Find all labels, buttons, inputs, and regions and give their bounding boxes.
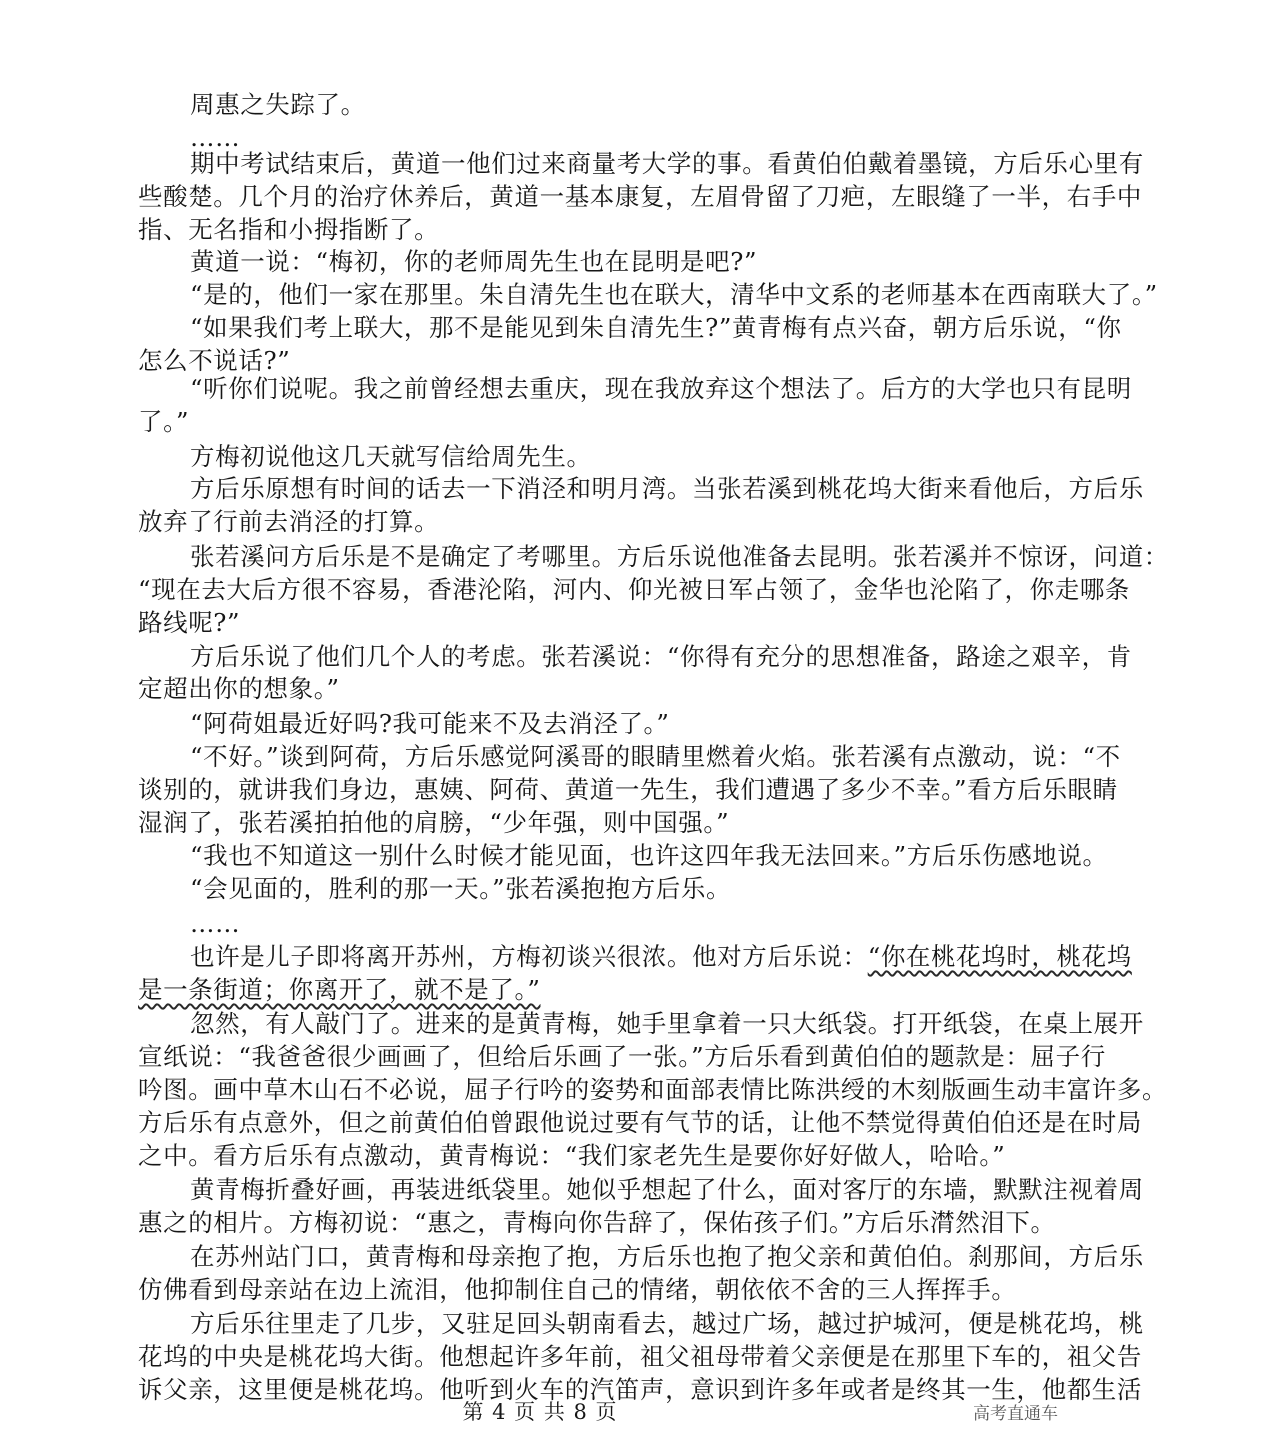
text-segment: 在苏州站门口，黄青梅和母亲抱了抱，方后乐也抱了抱父亲和黄伯伯。刹那间，方后乐 [190,1242,1144,1271]
text-segment: 惠之的相片。方梅初说：“惠之，青梅向你告辞了，保佑孩子们。”方后乐潸然泪下。 [138,1208,1056,1237]
text-segment: “如果我们考上联大，那不是能见到朱自清先生?”黄青梅有点兴奋，朝方后乐说，“你 [190,313,1122,342]
text-line [0,1040,1218,1074]
text-segment: “现在去大后方很不容易，香港沦陷，河内、仰光被日军占领了，金华也沦陷了，你走哪条 [138,575,1131,604]
text-segment: 些酸楚。几个月的治疗休养后，黄道一基本康复，左眉骨留了刀疤，左眼缝了一半，右手中 [138,182,1142,211]
text-segment: 张若溪问方后乐是不是确定了考哪里。方后乐说他准备去昆明。张若溪并不惊讶，问道： [190,542,1169,571]
text-line [0,180,1218,214]
page-number: 第 4 页 共 8 页 [462,1400,618,1424]
text-segment: “听你们说呢。我之前曾经想去重庆，现在我放弃这个想法了。后方的大学也只有昆明 [190,374,1132,403]
text-segment: 怎么不说话?” [138,346,291,375]
text-line [0,88,1270,122]
text-segment: “阿荷姐最近好吗?我可能来不及去消泾了。” [190,709,670,738]
text-line [0,1007,1270,1041]
text-line [0,640,1270,674]
text-segment: …… [190,123,241,152]
text-segment: 了。” [138,407,190,436]
text-segment: 之中。看方后乐有点激动，黄青梅说：“我们家老先生是要你好好做人，哈哈。” [138,1141,1006,1170]
text-line [0,1073,1218,1107]
text-segment: 周惠之失踪了。 [190,90,366,119]
text-line [0,311,1270,345]
text-line [0,440,1270,474]
text-line [0,1206,1218,1240]
text-line [0,606,1218,640]
source-watermark: 高考直通车 [973,1404,1058,1424]
text-segment: 也许是儿子即将离开苏州，方梅初谈兴很浓。他对方后乐说： [190,942,868,971]
text-segment: 忽然，有人敲门了。进来的是黄青梅，她手里拿着一只大纸袋。打开纸袋，在桌上展开 [190,1009,1144,1038]
text-segment: 宣纸说：“我爸爸很少画画了，但给后乐画了一张。”方后乐看到黄伯伯的题款是：屈子行 [138,1042,1106,1071]
text-line [0,740,1270,774]
text-segment: 仿佛看到母亲站在边上流泪，他抑制住自己的情绪，朝依依不舍的三人挥挥手。 [138,1275,1017,1304]
text-line [0,1173,1270,1207]
text-segment: 方后乐原想有时间的话去一下消泾和明月湾。当张若溪到桃花坞大街来看他后，方后乐 [190,474,1144,503]
text-line [0,573,1218,607]
text-segment: 方后乐往里走了几步，又驻足回头朝南看去，越过广场，越过护城河，便是桃花坞，桃 [190,1309,1144,1338]
text-line [0,372,1270,406]
text-line [0,1307,1270,1341]
text-line [0,405,1218,439]
text-line [0,1106,1218,1140]
text-line [0,973,1218,1007]
text-line [0,147,1270,181]
text-line [0,907,1270,941]
text-line [0,672,1218,706]
underlined-text-segment: “你在桃花坞时，桃花坞 [867,942,1132,971]
text-line [0,872,1270,906]
text-line [0,1340,1218,1374]
text-segment: …… [190,909,241,938]
text-line [0,806,1218,840]
text-line [0,278,1270,312]
text-segment: 吟图。画中草木山石不必说，屈子行吟的姿势和面部表情比陈洪绶的木刻版画生动丰富许多。 [138,1075,1168,1104]
text-segment: 路线呢?” [138,608,241,637]
text-line [0,1240,1270,1274]
text-line [0,1273,1218,1307]
text-segment: 花坞的中央是桃花坞大街。他想起许多年前，祖父祖母带着父亲便是在那里下车的，祖父告 [138,1342,1142,1371]
text-segment: 方梅初说他这几天就写信给周先生。 [190,442,592,471]
text-segment: 湿润了，张若溪拍拍他的肩膀，“少年强，则中国强。” [138,808,730,837]
text-line [0,245,1270,279]
text-segment: “不好。”谈到阿荷，方后乐感觉阿溪哥的眼睛里燃着火焰。张若溪有点激动，说：“不 [190,742,1121,771]
text-segment: 黄青梅折叠好画，再装进纸袋里。她似乎想起了什么，面对客厅的东墙，默默注视着周 [190,1175,1144,1204]
text-segment: “是的，他们一家在那里。朱自清先生也在联大，清华中文系的老师基本在西南联大了。” [190,280,1158,309]
text-segment: 放弃了行前去消泾的打算。 [138,507,440,536]
text-line [0,773,1218,807]
text-line [0,707,1270,741]
text-segment: 期中考试结束后，黄道一他们过来商量考大学的事。看黄伯伯戴着墨镜，方后乐心里有 [190,149,1144,178]
text-segment: 方后乐有点意外，但之前黄伯伯曾跟他说过要有气节的话，让他不禁觉得黄伯伯还是在时局 [138,1108,1142,1137]
text-segment: 诉父亲，这里便是桃花坞。他听到火车的汽笛声，意识到许多年或者是终其一生，他都生活 [138,1375,1142,1404]
text-line [0,839,1270,873]
text-line [0,1139,1218,1173]
text-segment: 指、无名指和小拇指断了。 [138,215,440,244]
text-line [0,940,1270,974]
underlined-text-segment: 是一条街道；你离开了，就不是了。” [138,975,541,1004]
text-segment: “会见面的，胜利的那一天。”张若溪抱抱方后乐。 [190,874,732,903]
text-line [0,505,1218,539]
text-segment: 黄道一说：“梅初，你的老师周先生也在昆明是吧?” [190,247,758,276]
text-line [0,540,1270,574]
text-line [0,472,1270,506]
text-line [0,213,1218,247]
text-segment: 谈别的，就讲我们身边，惠姨、阿荷、黄道一先生，我们遭遇了多少不幸。”看方后乐眼睛 [138,775,1118,804]
text-segment: “我也不知道这一别什么时候才能见面，也许这四年我无法回来。”方后乐伤感地说。 [190,841,1108,870]
text-segment: 定超出你的想象。” [138,674,340,703]
text-segment: 方后乐说了他们几个人的考虑。张若溪说：“你得有充分的思想准备，路途之艰辛，肯 [190,642,1132,671]
